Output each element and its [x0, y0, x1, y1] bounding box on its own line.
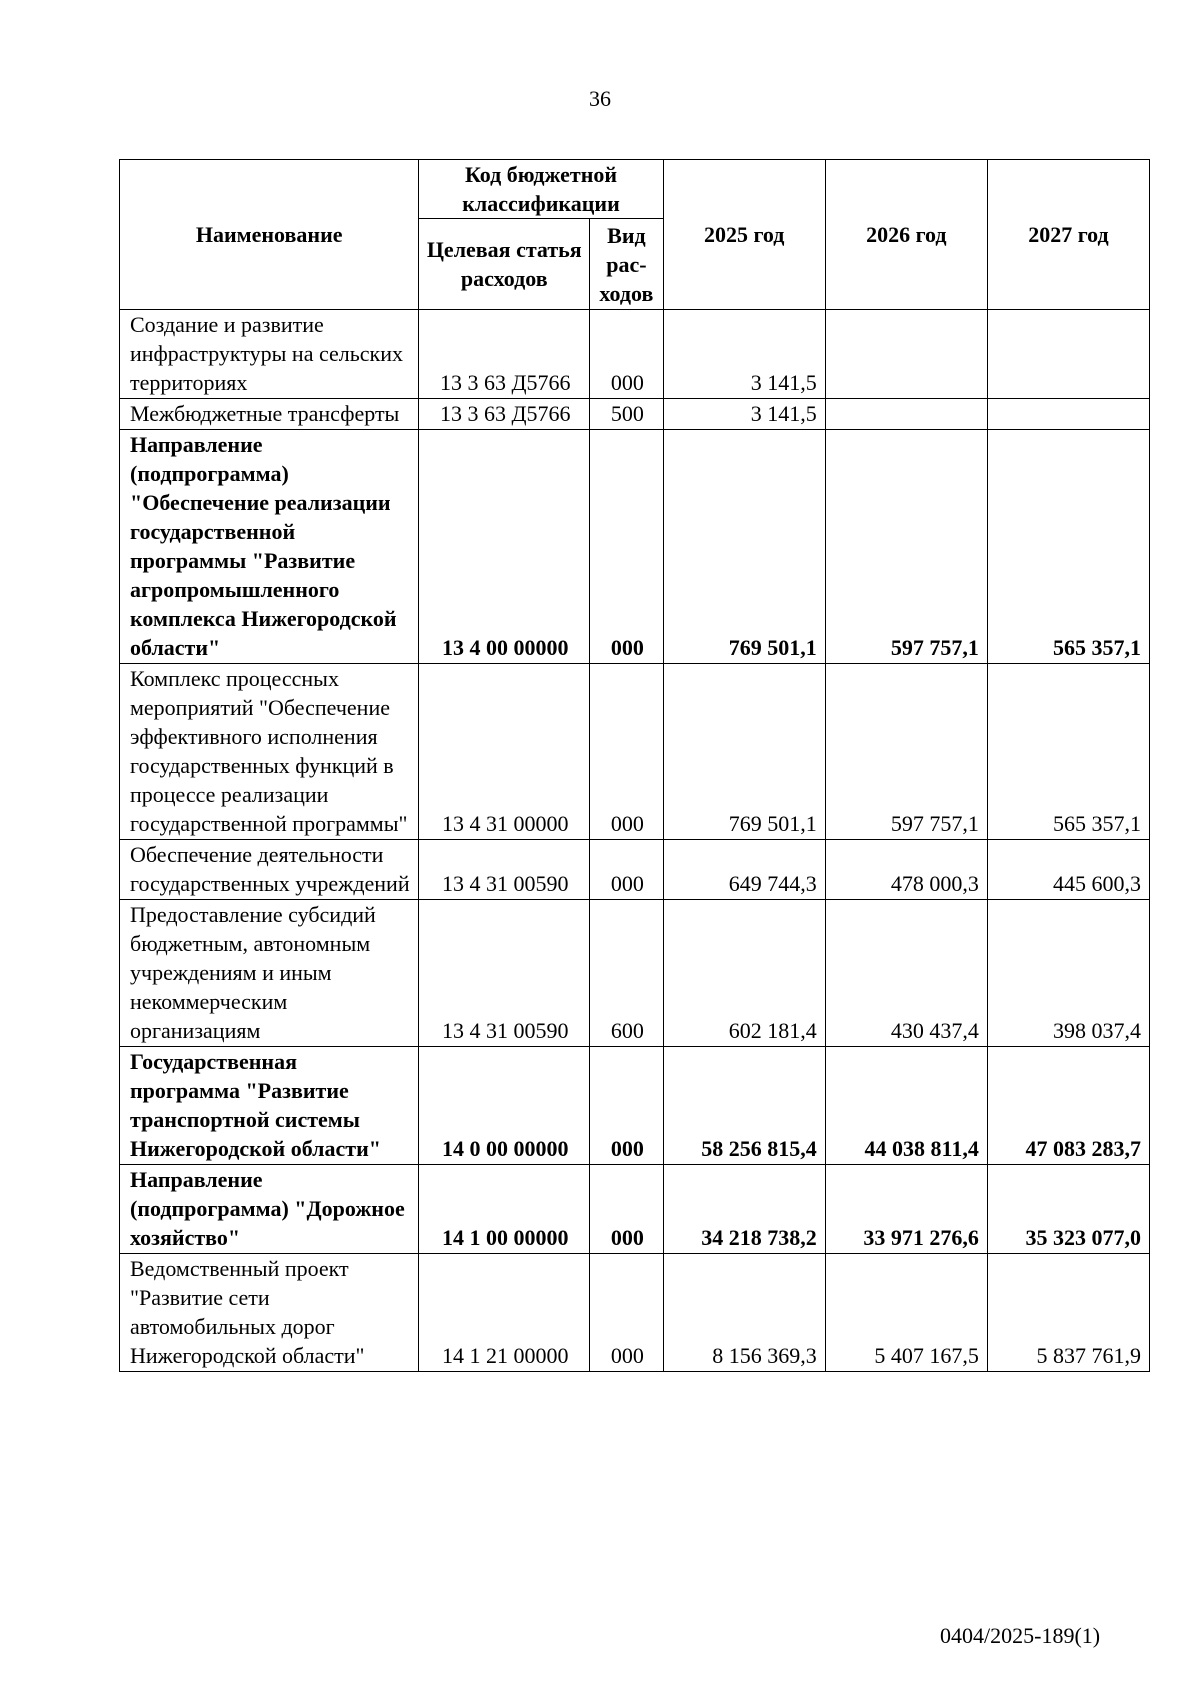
row-value-2025: 602 181,4 — [663, 900, 825, 1047]
row-value-2025: 58 256 815,4 — [663, 1047, 825, 1165]
row-expense-type: 000 — [590, 430, 663, 664]
row-value-2026 — [825, 399, 987, 430]
row-value-2027 — [987, 399, 1149, 430]
row-name: Создание и развитие инфраструктуры на сельских территориях — [120, 310, 419, 399]
table-row — [120, 310, 1150, 399]
row-expense-type: 000 — [590, 664, 663, 840]
table-row — [120, 399, 1150, 430]
row-value-2027: 47 083 283,7 — [987, 1047, 1149, 1165]
table-row — [120, 430, 1150, 664]
header-name: Наименование — [120, 160, 419, 310]
table-body — [120, 310, 1150, 1372]
table-row — [120, 1047, 1150, 1165]
row-expense-type: 000 — [590, 840, 663, 900]
row-value-2025: 3 141,5 — [663, 399, 825, 430]
row-name: Направление (подпрограмма) "Дорожное хозяйство" — [120, 1165, 419, 1254]
row-expense-type: 600 — [590, 900, 663, 1047]
row-expense-type: 000 — [590, 1165, 663, 1254]
row-target-article: 13 4 31 00590 — [419, 840, 590, 900]
row-expense-type: 000 — [590, 310, 663, 399]
header-target-article: Целевая статья расходов — [419, 219, 590, 310]
row-value-2027: 445 600,3 — [987, 840, 1149, 900]
row-value-2025: 34 218 738,2 — [663, 1165, 825, 1254]
footer-code: 0404/2025-189(1) — [940, 1623, 1101, 1648]
row-name: Направление (подпрограмма) "Обеспечение реализации государственной программы "Развитие агропромышленного комплекса Нижегородской области" — [120, 430, 419, 664]
row-value-2026: 597 757,1 — [825, 664, 987, 840]
table-row — [120, 664, 1150, 840]
table-row — [120, 1254, 1150, 1372]
header-code-group: Код бюджетной классификации — [419, 160, 663, 219]
row-value-2025: 769 501,1 — [663, 664, 825, 840]
header-year-2027: 2027 год — [987, 160, 1149, 310]
row-value-2026: 5 407 167,5 — [825, 1254, 987, 1372]
row-name: Государственная программа "Развитие транспортной системы Нижегородской области" — [120, 1047, 419, 1165]
row-value-2026: 33 971 276,6 — [825, 1165, 987, 1254]
page-number: 36 — [589, 86, 611, 111]
header-expense-type: Вид рас- ходов — [590, 219, 663, 310]
row-value-2025: 3 141,5 — [663, 310, 825, 399]
row-value-2027: 398 037,4 — [987, 900, 1149, 1047]
row-value-2027: 565 357,1 — [987, 430, 1149, 664]
row-name: Обеспечение деятельности государственных учреждений — [120, 840, 419, 900]
row-target-article: 13 4 31 00000 — [419, 664, 590, 840]
budget-table — [119, 159, 1150, 1372]
row-value-2025: 769 501,1 — [663, 430, 825, 664]
table-row — [120, 840, 1150, 900]
row-target-article: 13 4 00 00000 — [419, 430, 590, 664]
table-row — [120, 900, 1150, 1047]
header-year-2026: 2026 год — [825, 160, 987, 310]
row-expense-type: 000 — [590, 1254, 663, 1372]
row-value-2027: 565 357,1 — [987, 664, 1149, 840]
row-value-2026: 597 757,1 — [825, 430, 987, 664]
row-value-2025: 649 744,3 — [663, 840, 825, 900]
row-target-article: 14 1 21 00000 — [419, 1254, 590, 1372]
row-value-2026: 478 000,3 — [825, 840, 987, 900]
row-expense-type: 500 — [590, 399, 663, 430]
row-value-2027 — [987, 310, 1149, 399]
row-target-article: 13 3 63 Д5766 — [419, 310, 590, 399]
row-name: Межбюджетные трансферты — [120, 399, 419, 430]
row-name: Предоставление субсидий бюджетным, автономным учреждениям и иным некоммерческим организациям — [120, 900, 419, 1047]
row-value-2025: 8 156 369,3 — [663, 1254, 825, 1372]
row-name: Ведомственный проект "Развитие сети автомобильных дорог Нижегородской области" — [120, 1254, 419, 1372]
row-value-2026: 44 038 811,4 — [825, 1047, 987, 1165]
row-value-2027: 5 837 761,9 — [987, 1254, 1149, 1372]
row-name: Комплекс процессных мероприятий "Обеспечение эффективного исполнения государственных функций в процессе реализации государственной программы" — [120, 664, 419, 840]
row-target-article: 13 3 63 Д5766 — [419, 399, 590, 430]
row-value-2026: 430 437,4 — [825, 900, 987, 1047]
header-year-2025: 2025 год — [663, 160, 825, 310]
row-value-2027: 35 323 077,0 — [987, 1165, 1149, 1254]
row-target-article: 14 0 00 00000 — [419, 1047, 590, 1165]
row-target-article: 14 1 00 00000 — [419, 1165, 590, 1254]
row-target-article: 13 4 31 00590 — [419, 900, 590, 1047]
row-value-2026 — [825, 310, 987, 399]
table-row — [120, 1165, 1150, 1254]
row-expense-type: 000 — [590, 1047, 663, 1165]
